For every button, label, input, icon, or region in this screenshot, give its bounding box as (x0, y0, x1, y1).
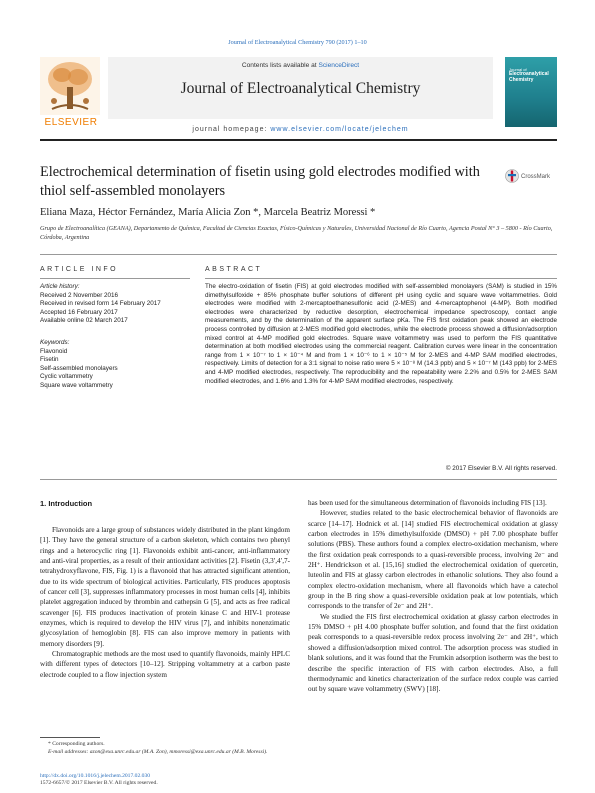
body-column-left (40, 525, 290, 680)
paragraph: Chromatographic methods are the most used to quantify flavonoids, mainly HPLC with different types of detectors [10–12]. Stripping voltammetry at a carbon paste electrode coupled to a flow injection system (40, 650, 290, 679)
paragraph: Flavonoids are a large group of substances widely distributed in the plant kingdom [1]. They have the general structure of a carbon skeleton, which contains two phenyl rings and a heterocyclic ring [1]. Flavonoids exhibit anti-cancer, anti-inflammatory and anti-viral properties, as a result of their antioxidant activities [2]. Fisetin (3,3′,4′,7-tetrahydroxyflavone, FIS, Fig. 1) is a flavonoid that has attracted significant attention, due to its wide spectrum of biological activities. Particularly, FIS produces apoptosis of cancer cell [3], suppresses inflammatory processes in most human cells [4], inhibits platelet aggregation induced by thrombin and cathepsin G [5], and acts as free radical scavenger [6]. FIS produces inactivation of protein kinase C and HIV-1 protease enzymes, which is required to develop the HIV virus [7], and inhibits nonenzimatic glycosylation of hemoglobin [8]. FIS can also improve memory in patients with memory disorders [9]. (40, 526, 290, 648)
contents-line (108, 62, 493, 69)
journal-title: Journal of Electroanalytical Chemistry (180, 80, 421, 97)
homepage-link[interactable]: www.elsevier.com/locate/jelechem (270, 126, 409, 133)
article-history (40, 283, 190, 326)
section-heading: 1. Introduction (40, 499, 93, 508)
crossmark-label: CrossMark (521, 174, 551, 180)
sciencedirect-link[interactable]: ScienceDirect (318, 62, 360, 69)
divider (40, 254, 557, 255)
paragraph: However, studies related to the basic electrochemical behavior of flavonoids are scarce [14–17]. Hodnick et al. [14] studied FIS electrochemical oxidation at glassy carbon electrodes in 15% dimethylsulfoxide (DMSO) + pH 7.00 phosphate buffer solutions (PBS). These authors found a complex electro-oxidation mechanism, where the first oxidation peak corresponds to a quasi-reversible process, involving 2e⁻ and 2H⁺. Hendrickson et al. [15,16] studied the electrochemical oxidation of quercetin, luteolin and FIS at glassy carbon electrodes in ethanolic solutions. They also found a complex electro-oxidation mechanism, where all flavonoids which have a catechol group in the B ring show a quasi-reversible oxidation peak at low potentials, which corresponds to the transfer of 2e⁻ and 2H⁺. (308, 509, 558, 611)
author-list: Eliana Maza, Héctor Fernández, María Alicia Zon *, Marcela Beatriz Moressi * (40, 207, 376, 218)
keyword: Flavonoid (40, 347, 68, 355)
doi-link[interactable]: http://dx.doi.org/10.1016/j.jelechem.2017.02.030 (40, 773, 151, 779)
keywords-label: Keywords: (40, 339, 70, 346)
abstract-text: The electro-oxidation of fisetin (FIS) at gold electrodes modified with self-assembled monolayers (SAM) is studied in 15% dimethylsulfoxide + 85% phosphate buffer solutions of different pH using cyclic and square wave voltammetries. Gold electrodes were modified with 2-mercaptoethanesulfonic acid (2-MES) and 4-mercaptophenol (4-MP). Both modified electrodes were characterized by reductive desorption, electrochemical impedance spectroscopy, contact angle measurements, and by the determination of the apparent surface pKa. The FIS first oxidation peak showed an electrode process controlled by diffusion at 2-MES modified gold electrodes, while the electrode process showed a diffusion/adsorption mixed control at 4-MP modified gold electrodes. Square wave voltammetry was used to perform the FIS quantitative determination at both modified electrodes using the commercial reagent. Calibration curves were linear in the concentration range from 1 × 10⁻⁷ to 1 × 10⁻⁴ M and from 1 × 10⁻⁶ to 1 × 10⁻⁵ M for 2-MES and 4-MP SAM modified electrodes, respectively. Limits of detection for a 3:1 signal to noise ratio were 5 × 10⁻⁸ M (14.3 ppb) and 5 × 10⁻⁷ M (143 ppb) for 2-MES and 4-MP modified electrodes, respectively. The reproducibility and the repeatability were 2.2% and 0.5% for 2-MES SAM modified electrodes, and 1.6% and 1.3% for 4-MP SAM modified electrodes, respectively. (205, 283, 557, 385)
history-item: Received in revised form 14 February 2017 (40, 300, 161, 307)
publisher-name: ELSEVIER (44, 117, 98, 128)
abstract-copyright: © 2017 Elsevier B.V. All rights reserved. (445, 465, 557, 472)
article-info-heading: ARTICLE INFO (40, 266, 119, 273)
contents-prefix: Contents lists available at (241, 62, 319, 69)
divider (40, 479, 557, 480)
corresponding-note: * Corresponding authors. (48, 741, 105, 747)
crossmark-icon (505, 168, 519, 186)
affiliation: Grupo de Electroanalítica (GEANA), Departamento de Química, Facultad de Ciencias Exactas, Físico-Químicas y Naturales, Universidad Nacional de Río Cuarto, Agencia Postal N° 3 – 5800 - Río Cuarto, Córdoba, Argentina (40, 225, 553, 241)
paragraph: We studied the FIS first electrochemical oxidation at glassy carbon electrodes in 15% DMSO + pH 4.00 phosphate buffer solution, and found that the first oxidation peak corresponds to a quasi-reversible redox process involving 2e⁻ and 2H⁺, which showed a diffusion/adsorption mixed control. The adsorption process was studied in blank solutions, and it was found that the Frumkin adsorption isotherm was the best to describe the specific interaction of FIS with carbon electrodes. Also, a full thermodynamic and kinetics characterization of the surface redox couple was carried out by square wave voltammetry (SWV) [18]. (308, 612, 558, 694)
doi-block (40, 773, 158, 787)
divider (205, 278, 557, 279)
keywords (40, 339, 190, 390)
divider (40, 278, 190, 279)
history-label: Article history: (40, 283, 80, 290)
header-rule (40, 139, 557, 141)
journal-reference[interactable]: Journal of Electroanalytical Chemistry 790 (2017) 1–10 (228, 39, 367, 46)
footnote (40, 741, 290, 756)
cover-title: Electroanalytical Chemistry (509, 71, 549, 83)
history-item: Available online 02 March 2017 (40, 317, 128, 324)
article-title: Electrochemical determination of fisetin using gold electrodes modified with thiol self-assembled monolayers (40, 164, 480, 199)
keyword: Square wave voltammetry (40, 381, 113, 389)
footnote-rule (40, 737, 100, 738)
paragraph: has been used for the simultaneous determination of flavonoids including FIS [13]. (308, 499, 547, 507)
journal-homepage (108, 126, 493, 133)
issn-line: 1572-6657/© 2017 Elsevier B.V. All rights reserved. (40, 780, 158, 786)
abstract-heading: ABSTRACT (205, 266, 263, 273)
cover-small-text: Journal of (509, 67, 527, 72)
history-item: Received 2 November 2016 (40, 291, 119, 299)
keyword: Cyclic voltammetry (40, 373, 93, 380)
history-item: Accepted 16 February 2017 (40, 308, 118, 316)
crossmark-badge[interactable] (505, 166, 565, 196)
homepage-label: journal homepage: (192, 126, 271, 133)
journal-cover[interactable] (505, 57, 557, 127)
email-addresses[interactable]: E-mail addresses: azon@exa.unrc.edu.ar (M.A. Zon), mmoressi@exa.unrc.edu.ar (M.B. Moressi). (48, 748, 268, 755)
keyword: Self-assembled monolayers (40, 364, 118, 372)
keyword: Fisetin (40, 356, 59, 363)
body-column-right (308, 498, 558, 695)
